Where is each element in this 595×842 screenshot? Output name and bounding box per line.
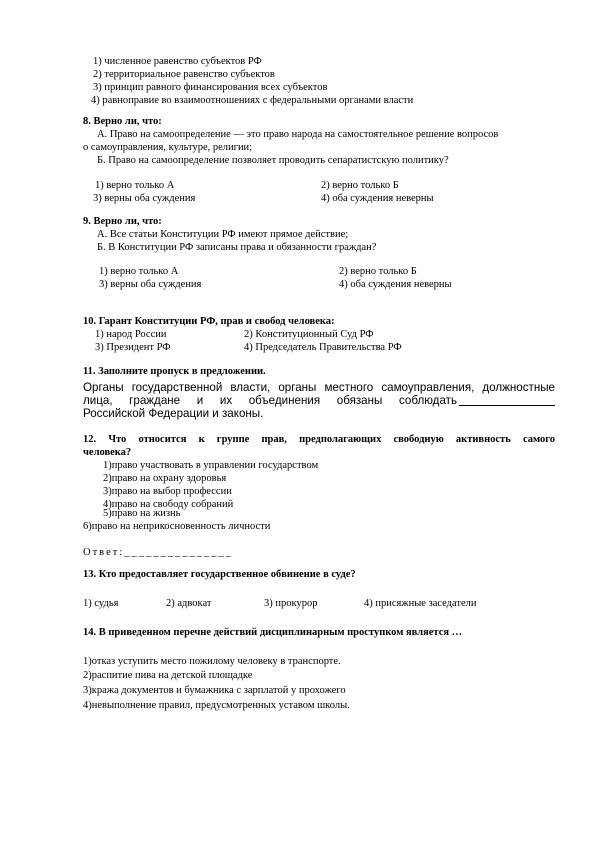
q12-option-1: 1)право участвовать в управлении государством (103, 460, 319, 471)
q7-option-1: 1) численное равенство субъектов РФ (93, 56, 262, 67)
q8-option-4: 4) оба суждения неверны (321, 193, 434, 204)
q12-option-2: 2)право на охрану здоровья (103, 473, 227, 484)
q10-option-3: 3) Президент РФ (95, 342, 171, 353)
q12-title-line1: 12. Что относится к группе прав, предполагающих свободную активность самого (83, 434, 555, 445)
q11-text-line2-words: лица, граждане и их объединения обязаны соблюдать (83, 394, 457, 407)
q10-option-1: 1) народ России (95, 329, 167, 340)
q14-option-2: 2)распитие пива на детской площадке (83, 670, 253, 681)
q14-option-1: 1)отказ уступить место пожилому человеку в транспорте. (83, 656, 341, 667)
q13-option-4: 4) присяжные заседатели (364, 598, 477, 609)
q9-title: 9. Верно ли, что: (83, 216, 162, 227)
q10-option-4: 4) Председатель Правительства РФ (244, 342, 402, 353)
q11-text-line3: Российской Федерации и законы. (83, 407, 264, 420)
q9-statement-a: А. Все статьи Конституции РФ имеют прямое действие; (97, 229, 349, 240)
q8-title: 8. Верно ли, что: (83, 116, 162, 127)
q7-option-2: 2) территориальное равенство субъектов (93, 69, 275, 80)
q9-option-4: 4) оба суждения неверны (339, 279, 452, 290)
q8-option-2: 2) верно только Б (321, 180, 399, 191)
q14-option-4: 4)невыполнение правил, предусмотренных уставом школы. (83, 700, 350, 711)
q13-title: 13. Кто предоставляет государственное обвинение в суде? (83, 569, 356, 580)
q8-statement-b: Б. Право на самоопределение позволяет проводить сепаратистскую политику? (97, 155, 449, 166)
q12-option-5: 5)право на жизнь (103, 508, 181, 519)
q10-option-2: 2) Конституционный Суд РФ (244, 329, 374, 340)
q14-option-3: 3)кража документов и бумажника с зарплатой у прохожего (83, 685, 346, 696)
q9-option-3: 3) верны оба суждения (99, 279, 202, 290)
q12-option-4: 4)право на свободу собраний (103, 499, 234, 510)
q9-statement-b: Б. В Конституции РФ записаны права и обязанности граждан? (97, 242, 377, 253)
q8-option-1: 1) верно только А (95, 180, 175, 191)
q13-option-2: 2) адвокат (166, 598, 212, 609)
q10-title: 10. Гарант Конституции РФ, прав и свобод человека: (83, 316, 335, 327)
q9-option-2: 2) верно только Б (339, 266, 417, 277)
q8-statement-a-line2: о самоуправления, культуре, религии; (83, 142, 253, 153)
q12-title-line2: человека? (83, 447, 132, 458)
q12-option-6: 6)право на неприкосновенность личности (83, 521, 271, 532)
q13-option-1: 1) судья (83, 598, 119, 609)
q8-statement-a-line1: А. Право на самоопределение — это право народа на самостоятельное решение вопросов (97, 129, 499, 140)
q13-option-3: 3) прокурор (264, 598, 318, 609)
q8-option-3: 3) верны оба суждения (93, 193, 196, 204)
q11-text-line2 (83, 394, 555, 407)
q14-title: 14. В приведенном перечне действий дисциплинарным проступком является … (83, 627, 463, 638)
q11-text-line1: Органы государственной власти, органы местного самоуправления, должностные (83, 381, 555, 394)
q9-option-1: 1) верно только А (99, 266, 179, 277)
q7-option-4: 4) равноправие во взаимоотношениях с федеральными органами власти (91, 95, 414, 106)
q11-blank (459, 394, 555, 406)
q11-title: 11. Заполните пропуск в предложении. (83, 366, 266, 377)
q12-answer-field[interactable]: Ответ:_______________ (83, 547, 233, 558)
q12-option-3: 3)право на выбор профессии (103, 486, 232, 497)
q7-option-3: 3) принцип равного финансирования всех субъектов (93, 82, 328, 93)
